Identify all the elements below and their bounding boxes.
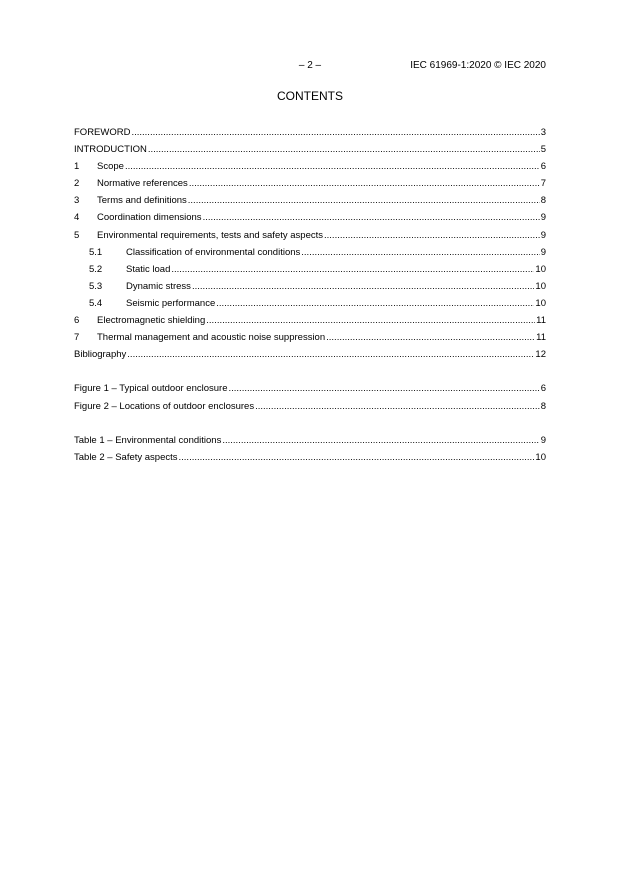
toc-entry-number: 1 [74, 161, 80, 173]
toc-entry-label: Coordination dimensions [97, 212, 202, 224]
toc-figure-1[interactable] [74, 380, 546, 397]
toc-entry-page: 10 [535, 280, 546, 292]
header-page-number: – 2 – [298, 60, 322, 71]
toc-table-page: 10 [535, 451, 546, 463]
toc-entry-page: 12 [535, 349, 546, 361]
toc-entry-coordination-dimensions[interactable] [74, 209, 546, 226]
toc-entry-page: 10 [535, 263, 546, 275]
toc-entry-label: Terms and definitions [97, 195, 187, 207]
toc-entry-number: 7 [74, 332, 80, 344]
toc-entry-page: 9 [540, 212, 546, 224]
toc-entry-bibliography[interactable] [74, 346, 546, 363]
toc-entry-foreword[interactable] [74, 124, 546, 141]
toc-entry-label: Scope [97, 161, 124, 173]
toc-entry-introduction[interactable] [74, 141, 546, 158]
toc-leader-dots [171, 261, 534, 278]
section-gap [74, 415, 546, 432]
toc-entry-number: 5.4 [89, 297, 103, 309]
contents-title: CONTENTS [277, 89, 343, 103]
toc-figure-2[interactable] [74, 398, 546, 415]
toc-entry-number: 5 [74, 229, 80, 241]
toc-entry-page: 9 [540, 246, 546, 258]
toc-entry-page: 8 [540, 195, 546, 207]
toc-figure-page: 6 [540, 383, 546, 395]
toc-entry-label: Electromagnetic shielding [97, 315, 206, 327]
section-gap [74, 363, 546, 380]
toc-entry-number: 5.2 [89, 263, 103, 275]
toc-leader-dots [192, 278, 534, 295]
toc-leader-dots [189, 175, 540, 192]
toc-figure-label: Figure 1 – Typical outdoor enclosure [74, 383, 228, 395]
toc-leader-dots [127, 346, 534, 363]
toc-leader-dots [229, 380, 540, 397]
toc-table-page: 9 [540, 434, 546, 446]
toc-entry-terms-and-definitions[interactable] [74, 192, 546, 209]
toc-leader-dots [222, 432, 539, 449]
toc-entry-number: 3 [74, 195, 80, 207]
toc-entry-number: 5.1 [89, 246, 103, 258]
toc-leader-dots [301, 244, 539, 261]
toc-leader-dots [216, 295, 534, 312]
toc-table-label: Table 1 – Environmental conditions [74, 434, 222, 446]
toc-entry-page: 10 [535, 297, 546, 309]
toc-entry-scope[interactable] [74, 158, 546, 175]
toc-entry-page: 11 [536, 332, 546, 344]
toc-leader-dots [125, 158, 540, 175]
toc-entry-page: 6 [540, 161, 546, 173]
toc-leader-dots [203, 209, 540, 226]
toc-entry-page: 5 [540, 144, 546, 156]
toc-table-1[interactable] [74, 432, 546, 449]
toc-figure-label: Figure 2 – Locations of outdoor enclosures [74, 400, 255, 412]
table-of-contents [74, 124, 546, 466]
toc-leader-dots [179, 449, 535, 466]
toc-leader-dots [326, 329, 535, 346]
toc-table-2[interactable] [74, 449, 546, 466]
toc-entry-number: 5.3 [89, 280, 103, 292]
toc-entry-number: 2 [74, 178, 80, 190]
toc-entry-static-load[interactable] [74, 261, 546, 278]
toc-entry-page: 7 [540, 178, 546, 190]
toc-entry-page: 9 [540, 229, 546, 241]
toc-entry-label: Seismic performance [126, 297, 216, 309]
toc-leader-dots [206, 312, 535, 329]
toc-entry-normative-references[interactable] [74, 175, 546, 192]
toc-entry-number: 4 [74, 212, 80, 224]
toc-entry-label: Normative references [97, 178, 188, 190]
toc-entry-dynamic-stress[interactable] [74, 278, 546, 295]
toc-leader-dots [324, 227, 540, 244]
toc-entry-label: Classification of environmental conditions [126, 246, 301, 258]
toc-entry-electromagnetic-shielding[interactable] [74, 312, 546, 329]
toc-entry-label: Bibliography [74, 349, 127, 361]
toc-entry-label: FOREWORD [74, 127, 131, 138]
toc-entry-classification-environmental-conditions[interactable] [74, 244, 546, 261]
toc-table-label: Table 2 – Safety aspects [74, 451, 178, 463]
toc-entry-label: Thermal management and acoustic noise suppression [97, 332, 326, 344]
toc-leader-dots [188, 192, 540, 209]
toc-entry-label: Environmental requirements, tests and safety aspects [97, 229, 324, 241]
toc-entry-thermal-management[interactable] [74, 329, 546, 346]
toc-entry-label: Dynamic stress [126, 280, 191, 292]
toc-entry-seismic-performance[interactable] [74, 295, 546, 312]
toc-leader-dots [148, 141, 540, 158]
toc-leader-dots [131, 124, 539, 141]
toc-entry-environmental-requirements[interactable] [74, 227, 546, 244]
header-standard-reference: IEC 61969-1:2020 © IEC 2020 [410, 60, 546, 71]
toc-figure-page: 8 [540, 400, 546, 412]
toc-entry-number: 6 [74, 315, 80, 327]
toc-entry-label: Static load [126, 263, 171, 275]
toc-entry-page: 11 [536, 315, 546, 327]
toc-leader-dots [255, 398, 540, 415]
toc-entry-label: INTRODUCTION [74, 144, 147, 156]
toc-entry-page: 3 [540, 127, 546, 138]
